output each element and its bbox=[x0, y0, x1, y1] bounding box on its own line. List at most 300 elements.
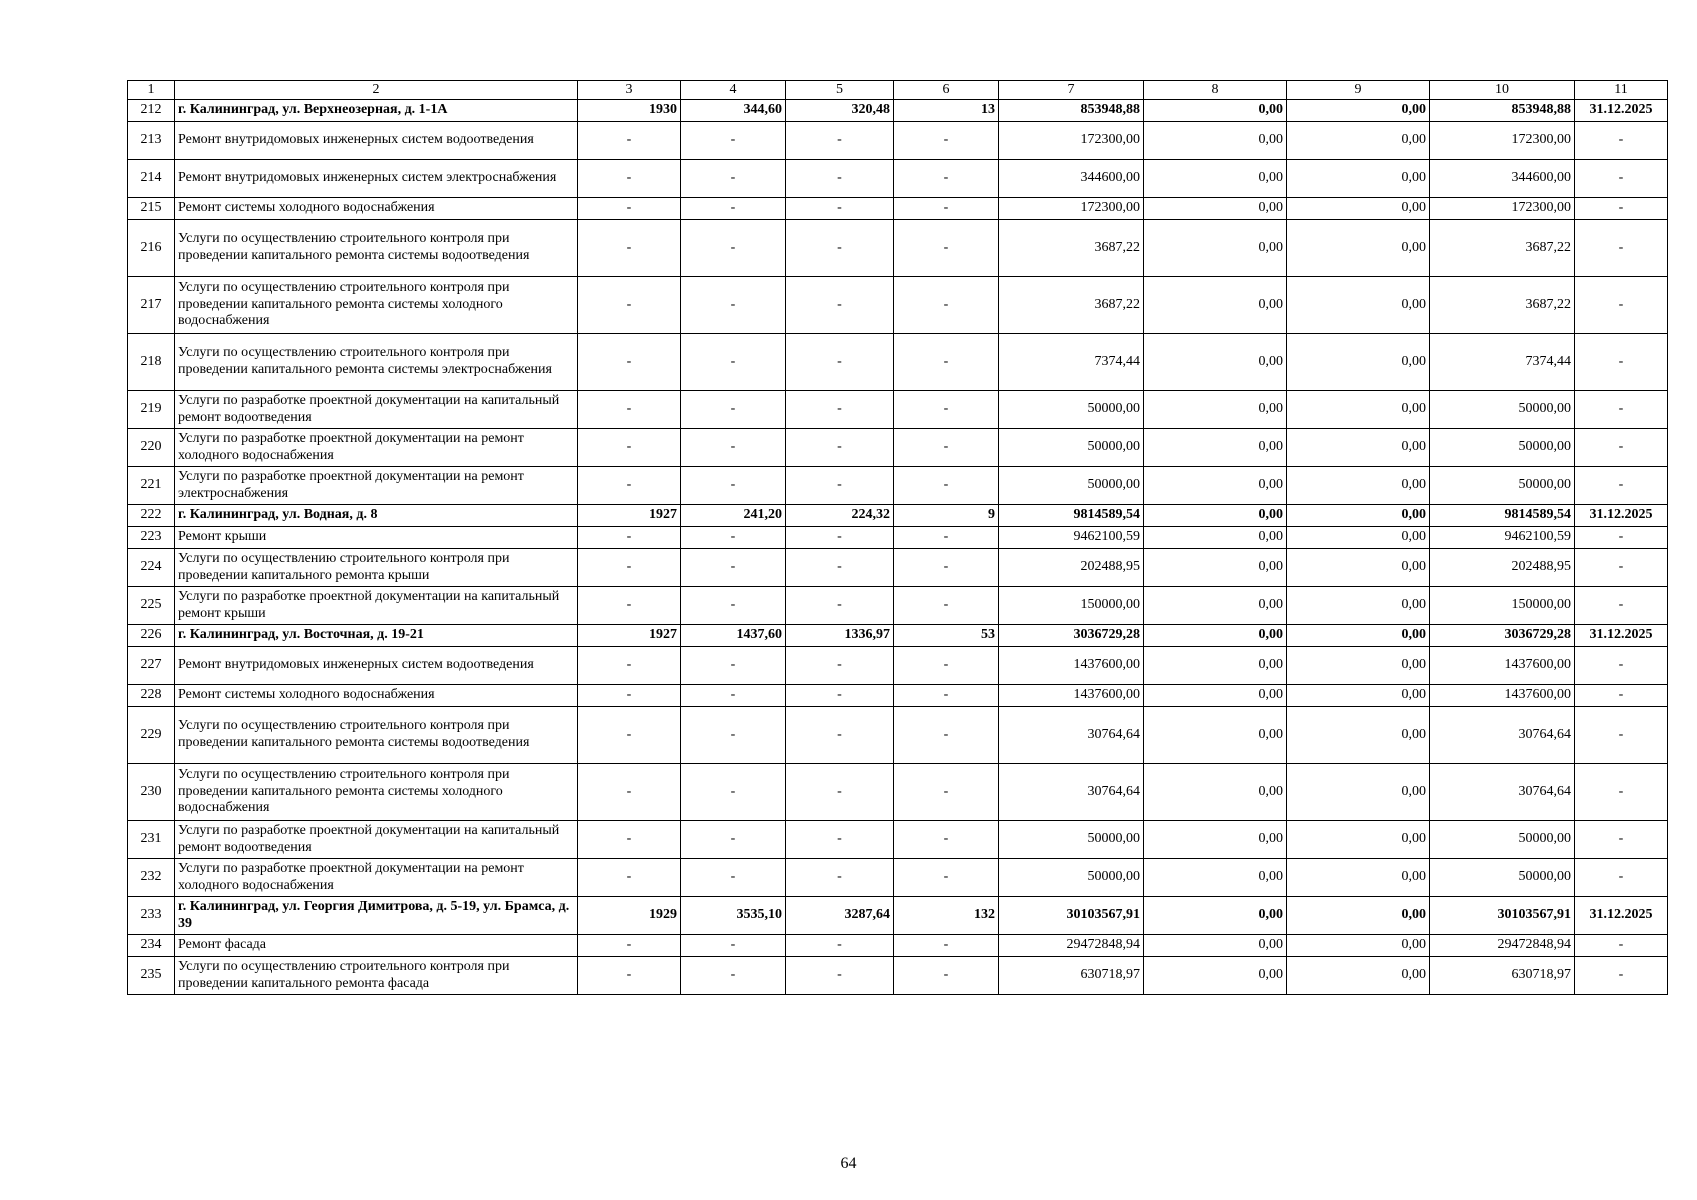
table-row bbox=[128, 160, 1668, 198]
total-area: - bbox=[681, 527, 786, 549]
column-number-8: 8 bbox=[1144, 81, 1287, 100]
page-number: 64 bbox=[840, 1155, 857, 1172]
residents: 53 bbox=[894, 625, 999, 647]
fund-amount: 0,00 bbox=[1144, 277, 1287, 334]
capital-fund-amount: 29472848,94 bbox=[1430, 935, 1575, 957]
residents: - bbox=[894, 957, 999, 995]
row-number: 222 bbox=[128, 505, 175, 527]
residents: 132 bbox=[894, 897, 999, 935]
residents: - bbox=[894, 707, 999, 764]
table-row bbox=[128, 527, 1668, 549]
row-number: 224 bbox=[128, 549, 175, 587]
total-cost: 202488,95 bbox=[999, 549, 1144, 587]
total-cost: 30764,64 bbox=[999, 707, 1144, 764]
row-description: Ремонт фасада bbox=[175, 935, 578, 957]
completion-date: - bbox=[1575, 277, 1668, 334]
fund-amount: 0,00 bbox=[1144, 957, 1287, 995]
total-cost: 630718,97 bbox=[999, 957, 1144, 995]
living-area: - bbox=[786, 334, 894, 391]
other-amount: 0,00 bbox=[1287, 859, 1430, 897]
row-number: 229 bbox=[128, 707, 175, 764]
row-number: 233 bbox=[128, 897, 175, 935]
build-year: - bbox=[578, 707, 681, 764]
fund-amount: 0,00 bbox=[1144, 527, 1287, 549]
completion-date: - bbox=[1575, 334, 1668, 391]
total-area: - bbox=[681, 277, 786, 334]
table-row bbox=[128, 198, 1668, 220]
build-year: - bbox=[578, 527, 681, 549]
fund-amount: 0,00 bbox=[1144, 625, 1287, 647]
build-year: 1927 bbox=[578, 505, 681, 527]
row-number: 220 bbox=[128, 429, 175, 467]
residents: 13 bbox=[894, 100, 999, 122]
residents: - bbox=[894, 549, 999, 587]
capital-fund-amount: 30764,64 bbox=[1430, 764, 1575, 821]
total-cost: 50000,00 bbox=[999, 859, 1144, 897]
address-row bbox=[128, 100, 1668, 122]
capital-fund-amount: 3687,22 bbox=[1430, 277, 1575, 334]
total-cost: 853948,88 bbox=[999, 100, 1144, 122]
total-area: 3535,10 bbox=[681, 897, 786, 935]
residents: - bbox=[894, 198, 999, 220]
completion-date: - bbox=[1575, 587, 1668, 625]
row-number: 218 bbox=[128, 334, 175, 391]
row-number: 221 bbox=[128, 467, 175, 505]
living-area: 224,32 bbox=[786, 505, 894, 527]
other-amount: 0,00 bbox=[1287, 897, 1430, 935]
build-year: - bbox=[578, 764, 681, 821]
other-amount: 0,00 bbox=[1287, 334, 1430, 391]
completion-date: - bbox=[1575, 707, 1668, 764]
total-area: - bbox=[681, 549, 786, 587]
build-year: - bbox=[578, 549, 681, 587]
row-description: Услуги по осуществлению строительного контроля при проведении капитального ремонта крыши bbox=[175, 549, 578, 587]
total-cost: 344600,00 bbox=[999, 160, 1144, 198]
row-description: Ремонт системы холодного водоснабжения bbox=[175, 198, 578, 220]
total-area: - bbox=[681, 587, 786, 625]
column-number-11: 11 bbox=[1575, 81, 1668, 100]
capital-fund-amount: 172300,00 bbox=[1430, 198, 1575, 220]
table-row bbox=[128, 957, 1668, 995]
total-area: 241,20 bbox=[681, 505, 786, 527]
living-area: 1336,97 bbox=[786, 625, 894, 647]
living-area: - bbox=[786, 391, 894, 429]
other-amount: 0,00 bbox=[1287, 764, 1430, 821]
living-area: - bbox=[786, 467, 894, 505]
fund-amount: 0,00 bbox=[1144, 587, 1287, 625]
fund-amount: 0,00 bbox=[1144, 122, 1287, 160]
row-number: 217 bbox=[128, 277, 175, 334]
living-area: 320,48 bbox=[786, 100, 894, 122]
total-area: - bbox=[681, 647, 786, 685]
other-amount: 0,00 bbox=[1287, 821, 1430, 859]
row-description: г. Калининград, ул. Верхнеозерная, д. 1-1А bbox=[175, 100, 578, 122]
living-area: 3287,64 bbox=[786, 897, 894, 935]
build-year: - bbox=[578, 334, 681, 391]
column-number-header-row bbox=[128, 81, 1668, 100]
completion-date: - bbox=[1575, 821, 1668, 859]
fund-amount: 0,00 bbox=[1144, 685, 1287, 707]
total-area: - bbox=[681, 122, 786, 160]
capital-fund-amount: 1437600,00 bbox=[1430, 647, 1575, 685]
address-row bbox=[128, 505, 1668, 527]
total-cost: 1437600,00 bbox=[999, 685, 1144, 707]
other-amount: 0,00 bbox=[1287, 100, 1430, 122]
total-cost: 50000,00 bbox=[999, 391, 1144, 429]
build-year: - bbox=[578, 587, 681, 625]
build-year: - bbox=[578, 821, 681, 859]
total-cost: 172300,00 bbox=[999, 122, 1144, 160]
row-number: 214 bbox=[128, 160, 175, 198]
row-description: Ремонт внутридомовых инженерных систем водоотведения bbox=[175, 122, 578, 160]
completion-date: - bbox=[1575, 220, 1668, 277]
capital-fund-amount: 50000,00 bbox=[1430, 429, 1575, 467]
table-row bbox=[128, 707, 1668, 764]
column-number-7: 7 bbox=[999, 81, 1144, 100]
row-number: 234 bbox=[128, 935, 175, 957]
table-row bbox=[128, 391, 1668, 429]
build-year: - bbox=[578, 685, 681, 707]
total-area: - bbox=[681, 391, 786, 429]
capital-fund-amount: 630718,97 bbox=[1430, 957, 1575, 995]
capital-fund-amount: 1437600,00 bbox=[1430, 685, 1575, 707]
living-area: - bbox=[786, 647, 894, 685]
capital-fund-amount: 853948,88 bbox=[1430, 100, 1575, 122]
row-number: 227 bbox=[128, 647, 175, 685]
row-number: 223 bbox=[128, 527, 175, 549]
fund-amount: 0,00 bbox=[1144, 334, 1287, 391]
living-area: - bbox=[786, 935, 894, 957]
residents: - bbox=[894, 122, 999, 160]
residents: - bbox=[894, 587, 999, 625]
build-year: - bbox=[578, 198, 681, 220]
table-row bbox=[128, 685, 1668, 707]
fund-amount: 0,00 bbox=[1144, 859, 1287, 897]
completion-date: - bbox=[1575, 685, 1668, 707]
build-year: - bbox=[578, 957, 681, 995]
residents: - bbox=[894, 647, 999, 685]
fund-amount: 0,00 bbox=[1144, 549, 1287, 587]
other-amount: 0,00 bbox=[1287, 935, 1430, 957]
row-number: 225 bbox=[128, 587, 175, 625]
table-row bbox=[128, 764, 1668, 821]
capital-fund-amount: 7374,44 bbox=[1430, 334, 1575, 391]
build-year: - bbox=[578, 647, 681, 685]
column-number-5: 5 bbox=[786, 81, 894, 100]
fund-amount: 0,00 bbox=[1144, 897, 1287, 935]
row-description: Ремонт системы холодного водоснабжения bbox=[175, 685, 578, 707]
residents: - bbox=[894, 467, 999, 505]
living-area: - bbox=[786, 122, 894, 160]
capital-fund-amount: 9462100,59 bbox=[1430, 527, 1575, 549]
row-description: Услуги по разработке проектной документации на ремонт электроснабжения bbox=[175, 467, 578, 505]
build-year: - bbox=[578, 160, 681, 198]
row-number: 235 bbox=[128, 957, 175, 995]
completion-date: - bbox=[1575, 160, 1668, 198]
living-area: - bbox=[786, 685, 894, 707]
build-year: 1927 bbox=[578, 625, 681, 647]
residents: - bbox=[894, 429, 999, 467]
row-number: 212 bbox=[128, 100, 175, 122]
residents: - bbox=[894, 859, 999, 897]
row-description: Услуги по осуществлению строительного контроля при проведении капитального ремонта системы холодного водоснабжения bbox=[175, 277, 578, 334]
build-year: - bbox=[578, 859, 681, 897]
total-area: 344,60 bbox=[681, 100, 786, 122]
capital-fund-amount: 9814589,54 bbox=[1430, 505, 1575, 527]
capital-fund-amount: 202488,95 bbox=[1430, 549, 1575, 587]
build-year: - bbox=[578, 220, 681, 277]
total-cost: 3687,22 bbox=[999, 277, 1144, 334]
total-cost: 50000,00 bbox=[999, 821, 1144, 859]
other-amount: 0,00 bbox=[1287, 220, 1430, 277]
table-row bbox=[128, 587, 1668, 625]
total-area: - bbox=[681, 821, 786, 859]
total-cost: 3687,22 bbox=[999, 220, 1144, 277]
total-area: - bbox=[681, 334, 786, 391]
capital-fund-amount: 150000,00 bbox=[1430, 587, 1575, 625]
row-description: Услуги по разработке проектной документации на ремонт холодного водоснабжения bbox=[175, 429, 578, 467]
total-cost: 50000,00 bbox=[999, 429, 1144, 467]
total-area: - bbox=[681, 859, 786, 897]
other-amount: 0,00 bbox=[1287, 391, 1430, 429]
residents: - bbox=[894, 935, 999, 957]
total-area: - bbox=[681, 935, 786, 957]
other-amount: 0,00 bbox=[1287, 587, 1430, 625]
other-amount: 0,00 bbox=[1287, 685, 1430, 707]
row-number: 226 bbox=[128, 625, 175, 647]
living-area: - bbox=[786, 821, 894, 859]
total-area: - bbox=[681, 160, 786, 198]
completion-date: - bbox=[1575, 859, 1668, 897]
build-year: - bbox=[578, 467, 681, 505]
table-row bbox=[128, 935, 1668, 957]
total-area: - bbox=[681, 467, 786, 505]
other-amount: 0,00 bbox=[1287, 647, 1430, 685]
capital-fund-amount: 172300,00 bbox=[1430, 122, 1575, 160]
other-amount: 0,00 bbox=[1287, 467, 1430, 505]
column-number-1: 1 bbox=[128, 81, 175, 100]
total-cost: 50000,00 bbox=[999, 467, 1144, 505]
residents: - bbox=[894, 685, 999, 707]
fund-amount: 0,00 bbox=[1144, 935, 1287, 957]
address-row bbox=[128, 625, 1668, 647]
other-amount: 0,00 bbox=[1287, 160, 1430, 198]
total-cost: 3036729,28 bbox=[999, 625, 1144, 647]
row-description: Услуги по осуществлению строительного контроля при проведении капитального ремонта системы водоотведения bbox=[175, 220, 578, 277]
capital-fund-amount: 50000,00 bbox=[1430, 391, 1575, 429]
build-year: - bbox=[578, 391, 681, 429]
living-area: - bbox=[786, 549, 894, 587]
living-area: - bbox=[786, 859, 894, 897]
build-year: - bbox=[578, 277, 681, 334]
residents: - bbox=[894, 334, 999, 391]
completion-date: - bbox=[1575, 391, 1668, 429]
completion-date: 31.12.2025 bbox=[1575, 897, 1668, 935]
row-number: 231 bbox=[128, 821, 175, 859]
residents: - bbox=[894, 277, 999, 334]
total-cost: 1437600,00 bbox=[999, 647, 1144, 685]
completion-date: - bbox=[1575, 957, 1668, 995]
capital-fund-amount: 30103567,91 bbox=[1430, 897, 1575, 935]
completion-date: - bbox=[1575, 467, 1668, 505]
other-amount: 0,00 bbox=[1287, 707, 1430, 764]
row-number: 232 bbox=[128, 859, 175, 897]
completion-date: - bbox=[1575, 122, 1668, 160]
other-amount: 0,00 bbox=[1287, 549, 1430, 587]
living-area: - bbox=[786, 707, 894, 764]
row-description: Услуги по разработке проектной документации на ремонт холодного водоснабжения bbox=[175, 859, 578, 897]
table-row bbox=[128, 549, 1668, 587]
fund-amount: 0,00 bbox=[1144, 100, 1287, 122]
fund-amount: 0,00 bbox=[1144, 160, 1287, 198]
total-cost: 172300,00 bbox=[999, 198, 1144, 220]
fund-amount: 0,00 bbox=[1144, 505, 1287, 527]
fund-amount: 0,00 bbox=[1144, 821, 1287, 859]
row-description: Услуги по разработке проектной документации на капитальный ремонт водоотведения bbox=[175, 821, 578, 859]
build-year: - bbox=[578, 122, 681, 160]
completion-date: 31.12.2025 bbox=[1575, 625, 1668, 647]
repair-schedule-table bbox=[127, 80, 1668, 995]
fund-amount: 0,00 bbox=[1144, 647, 1287, 685]
total-area: - bbox=[681, 429, 786, 467]
column-number-10: 10 bbox=[1430, 81, 1575, 100]
row-number: 230 bbox=[128, 764, 175, 821]
build-year: 1929 bbox=[578, 897, 681, 935]
other-amount: 0,00 bbox=[1287, 277, 1430, 334]
living-area: - bbox=[786, 527, 894, 549]
other-amount: 0,00 bbox=[1287, 527, 1430, 549]
other-amount: 0,00 bbox=[1287, 122, 1430, 160]
total-area: - bbox=[681, 220, 786, 277]
other-amount: 0,00 bbox=[1287, 957, 1430, 995]
residents: - bbox=[894, 764, 999, 821]
table-row bbox=[128, 122, 1668, 160]
living-area: - bbox=[786, 198, 894, 220]
total-area: - bbox=[681, 707, 786, 764]
total-cost: 9814589,54 bbox=[999, 505, 1144, 527]
table-row bbox=[128, 859, 1668, 897]
total-area: - bbox=[681, 198, 786, 220]
other-amount: 0,00 bbox=[1287, 505, 1430, 527]
row-number: 216 bbox=[128, 220, 175, 277]
table-row bbox=[128, 429, 1668, 467]
residents: - bbox=[894, 160, 999, 198]
table-row bbox=[128, 334, 1668, 391]
residents: - bbox=[894, 527, 999, 549]
total-cost: 30764,64 bbox=[999, 764, 1144, 821]
fund-amount: 0,00 bbox=[1144, 429, 1287, 467]
other-amount: 0,00 bbox=[1287, 625, 1430, 647]
completion-date: 31.12.2025 bbox=[1575, 505, 1668, 527]
total-cost: 7374,44 bbox=[999, 334, 1144, 391]
column-number-6: 6 bbox=[894, 81, 999, 100]
total-cost: 9462100,59 bbox=[999, 527, 1144, 549]
row-description: Услуги по осуществлению строительного контроля при проведении капитального ремонта системы водоотведения bbox=[175, 707, 578, 764]
living-area: - bbox=[786, 220, 894, 277]
living-area: - bbox=[786, 429, 894, 467]
total-cost: 30103567,91 bbox=[999, 897, 1144, 935]
row-description: г. Калининград, ул. Водная, д. 8 bbox=[175, 505, 578, 527]
row-description: Ремонт крыши bbox=[175, 527, 578, 549]
total-area: - bbox=[681, 685, 786, 707]
completion-date: - bbox=[1575, 647, 1668, 685]
build-year: 1930 bbox=[578, 100, 681, 122]
column-number-2: 2 bbox=[175, 81, 578, 100]
build-year: - bbox=[578, 935, 681, 957]
row-description: Ремонт внутридомовых инженерных систем водоотведения bbox=[175, 647, 578, 685]
total-area: - bbox=[681, 957, 786, 995]
table-body bbox=[128, 81, 1668, 995]
row-description: г. Калининград, ул. Георгия Димитрова, д. 5-19, ул. Брамса, д. 39 bbox=[175, 897, 578, 935]
other-amount: 0,00 bbox=[1287, 198, 1430, 220]
row-number: 215 bbox=[128, 198, 175, 220]
row-number: 228 bbox=[128, 685, 175, 707]
table-row bbox=[128, 647, 1668, 685]
row-number: 213 bbox=[128, 122, 175, 160]
completion-date: - bbox=[1575, 549, 1668, 587]
living-area: - bbox=[786, 277, 894, 334]
table-row bbox=[128, 821, 1668, 859]
completion-date: - bbox=[1575, 527, 1668, 549]
fund-amount: 0,00 bbox=[1144, 707, 1287, 764]
completion-date: 31.12.2025 bbox=[1575, 100, 1668, 122]
residents: - bbox=[894, 391, 999, 429]
capital-fund-amount: 3687,22 bbox=[1430, 220, 1575, 277]
row-description: Услуги по осуществлению строительного контроля при проведении капитального ремонта фасада bbox=[175, 957, 578, 995]
table-row bbox=[128, 277, 1668, 334]
fund-amount: 0,00 bbox=[1144, 198, 1287, 220]
capital-fund-amount: 3036729,28 bbox=[1430, 625, 1575, 647]
table-row bbox=[128, 467, 1668, 505]
row-description: Услуги по осуществлению строительного контроля при проведении капитального ремонта системы электроснабжения bbox=[175, 334, 578, 391]
total-cost: 150000,00 bbox=[999, 587, 1144, 625]
residents: 9 bbox=[894, 505, 999, 527]
completion-date: - bbox=[1575, 198, 1668, 220]
residents: - bbox=[894, 821, 999, 859]
capital-fund-amount: 50000,00 bbox=[1430, 821, 1575, 859]
column-number-9: 9 bbox=[1287, 81, 1430, 100]
residents: - bbox=[894, 220, 999, 277]
table-row bbox=[128, 220, 1668, 277]
row-description: Ремонт внутридомовых инженерных систем электроснабжения bbox=[175, 160, 578, 198]
living-area: - bbox=[786, 160, 894, 198]
total-cost: 29472848,94 bbox=[999, 935, 1144, 957]
completion-date: - bbox=[1575, 429, 1668, 467]
capital-fund-amount: 50000,00 bbox=[1430, 467, 1575, 505]
total-area: - bbox=[681, 764, 786, 821]
column-number-3: 3 bbox=[578, 81, 681, 100]
row-description: Услуги по разработке проектной документации на капитальный ремонт крыши bbox=[175, 587, 578, 625]
column-number-4: 4 bbox=[681, 81, 786, 100]
fund-amount: 0,00 bbox=[1144, 220, 1287, 277]
build-year: - bbox=[578, 429, 681, 467]
fund-amount: 0,00 bbox=[1144, 764, 1287, 821]
row-description: Услуги по осуществлению строительного контроля при проведении капитального ремонта системы холодного водоснабжения bbox=[175, 764, 578, 821]
address-row bbox=[128, 897, 1668, 935]
total-area: 1437,60 bbox=[681, 625, 786, 647]
fund-amount: 0,00 bbox=[1144, 467, 1287, 505]
capital-fund-amount: 30764,64 bbox=[1430, 707, 1575, 764]
completion-date: - bbox=[1575, 764, 1668, 821]
row-description: г. Калининград, ул. Восточная, д. 19-21 bbox=[175, 625, 578, 647]
living-area: - bbox=[786, 957, 894, 995]
living-area: - bbox=[786, 587, 894, 625]
living-area: - bbox=[786, 764, 894, 821]
capital-fund-amount: 50000,00 bbox=[1430, 859, 1575, 897]
fund-amount: 0,00 bbox=[1144, 391, 1287, 429]
capital-fund-amount: 344600,00 bbox=[1430, 160, 1575, 198]
row-description: Услуги по разработке проектной документации на капитальный ремонт водоотведения bbox=[175, 391, 578, 429]
